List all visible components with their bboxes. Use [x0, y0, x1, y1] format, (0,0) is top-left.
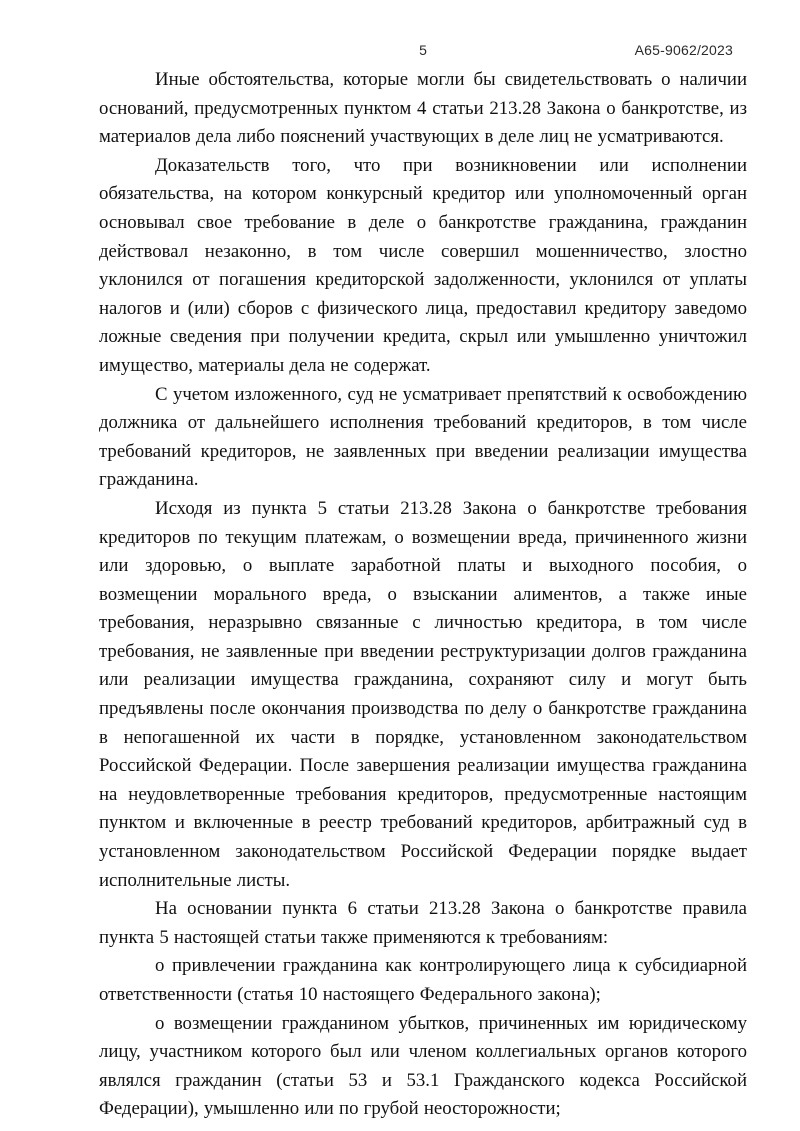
paragraph-no-evidence: Доказательств того, что при возникновении или исполнении обязательства, на котором конкурсный кредитор или уполномоченный орган основывал свое требование в деле о банкротстве гражданина, гражданин действовал незаконно, в том числе совершил мошенничество, злостно уклонился от погашения кредиторской задолженности, уклонился от уплаты налогов и (или) сборов с физического лица, предоставил кредитору заведомо ложные сведения при получении кредита, скрыл или умышленно уничтожил имущество, материалы дела не содержат. [99, 154, 747, 376]
page-header [99, 42, 747, 60]
paragraph-article-213-28-p5: Исходя из пункта 5 статьи 213.28 Закона о банкротстве требования кредиторов по текущим платежам, о возмещении вреда, причиненного жизни или здоровью, о выплате заработной платы и выходного пособия, о возмещении морального вреда, о взыскании алиментов, а также иные требования, неразрывно связанные с личностью кредитора, в том числе требования, не заявленные при введении реструктуризации долгов гражданина или реализации имущества гражданина, сохраняют силу и могут быть предъявлены после окончания производства по делу о банкротстве гражданина в непогашенной их части в порядке, установленном законодательством Российской Федерации. После завершения реализации имущества гражданина на неудовлетворенные требования кредиторов, предусмотренные настоящим пунктом и включенные в реестр требований кредиторов, арбитражный суд в установленном законодательством Российской Федерации порядке выдает исполнительные листы. [99, 497, 747, 891]
case-number: А65-9062/2023 [634, 42, 733, 58]
page-number: 5 [419, 42, 427, 58]
paragraph-article-213-28-p6: На основании пункта 6 статьи 213.28 Закона о банкротстве правила пункта 5 настоящей статьи также применяются к требованиям: [99, 898, 747, 948]
document-body [99, 66, 747, 1124]
paragraph-subsidiary-liability: о привлечении гражданина как контролирующего лица к субсидиарной ответственности (статья 10 настоящего Федерального закона); [99, 955, 747, 1005]
paragraph-damages-to-legal-entity: о возмещении гражданином убытков, причиненных им юридическому лицу, участником которого был или членом коллегиальных органов которого являлся гражданин (статьи 53 и 53.1 Гражданского кодекса Российской Федерации), умышленно или по грубой неосторожности; [99, 1012, 747, 1120]
paragraph-other-circumstances: Иные обстоятельства, которые могли бы свидетельствовать о наличии оснований, предусмотренных пунктом 4 статьи 213.28 Закона о банкротстве, из материалов дела либо пояснений участвующих в деле лиц не усматриваются. [99, 69, 747, 148]
paragraph-court-conclusion: С учетом изложенного, суд не усматривает препятствий к освобождению должника от дальнейшего исполнения требований кредиторов, в том числе требований кредиторов, не заявленных при введении реализации имущества гражданина. [99, 383, 747, 491]
